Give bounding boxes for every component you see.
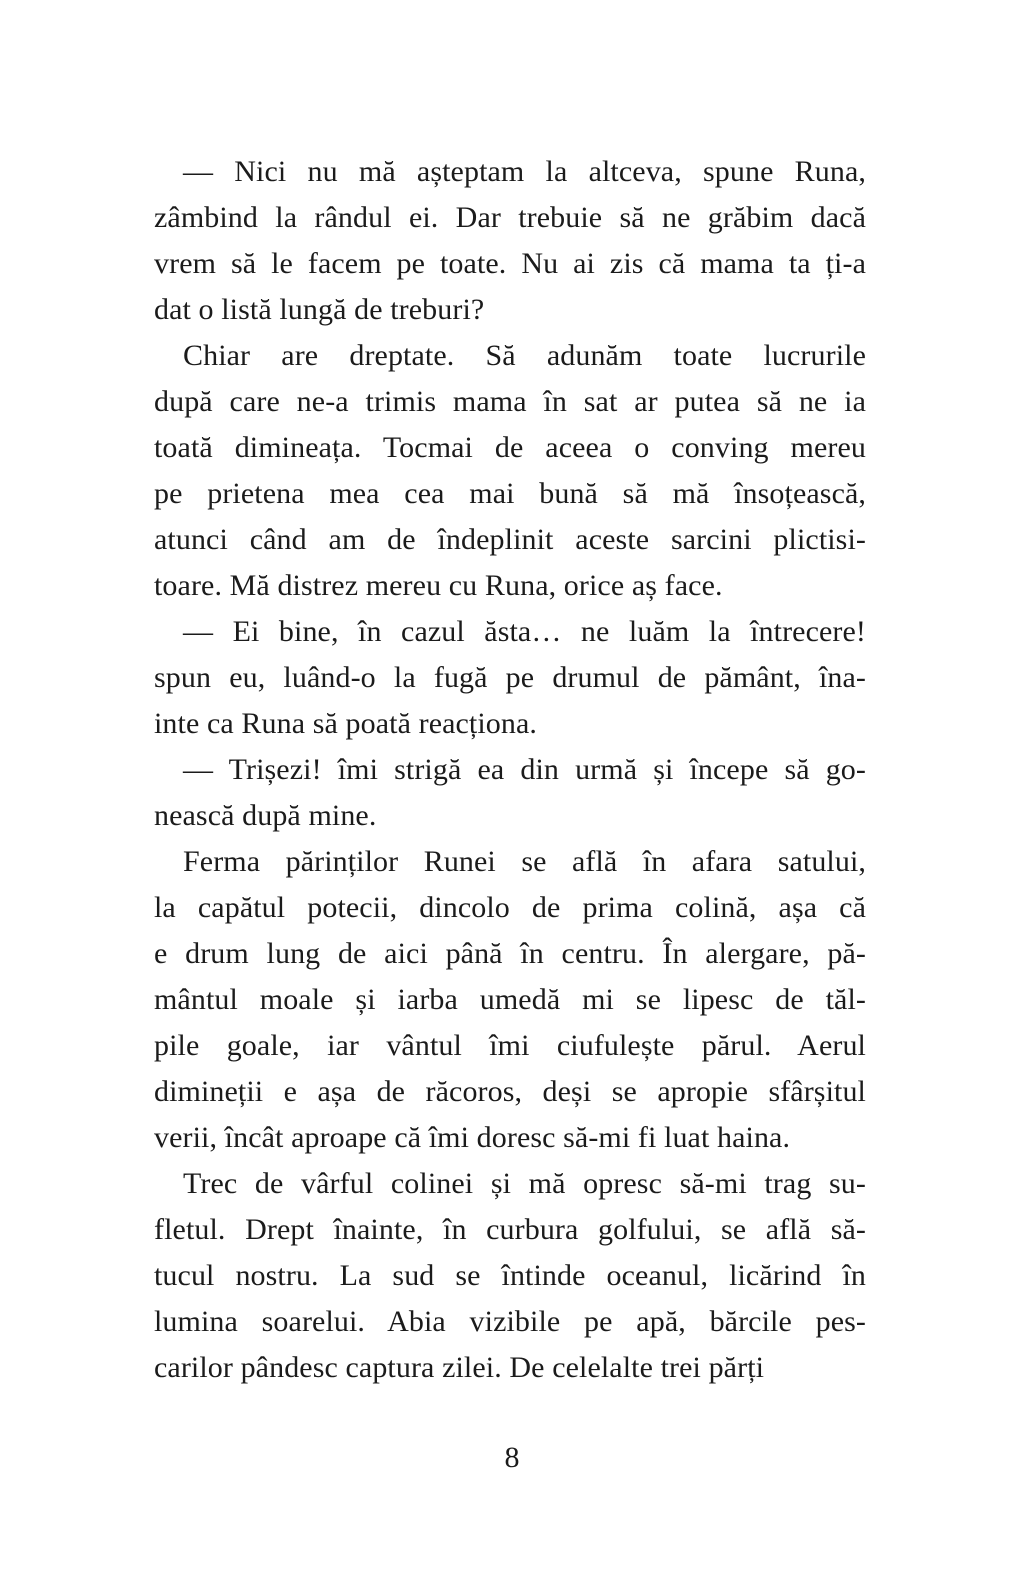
text-line: mântul moale și iarba umedă mi se lipesc de tăl-	[154, 983, 866, 1016]
text-line: vrem să le facem pe toate. Nu ai zis că mama ta ți-a	[154, 247, 866, 280]
text-line: verii, încât aproape că îmi doresc să-mi fi luat haina.	[154, 1121, 791, 1154]
paragraph	[154, 609, 866, 747]
text-line: lumina soarelui. Abia vizibile pe apă, bărcile pes-	[154, 1305, 866, 1338]
text-line: atunci când am de îndeplinit aceste sarcini plictisi-	[154, 523, 866, 556]
text-line: spun eu, luând-o la fugă pe drumul de pământ, îna-	[154, 661, 866, 694]
text-line: inte ca Runa să poată reacționa.	[154, 707, 538, 740]
text-line: carilor pândesc captura zilei. De celelalte trei părți	[154, 1351, 765, 1384]
paragraph	[154, 149, 866, 333]
text-line: — Trișezi! îmi strigă ea din urmă și începe să go-	[183, 753, 866, 786]
text-line: toare. Mă distrez mereu cu Runa, orice aș face.	[154, 569, 723, 602]
text-line: e drum lung de aici până în centru. În alergare, pă-	[154, 937, 866, 970]
text-line: la capătul potecii, dincolo de prima colină, așa că	[154, 891, 866, 924]
text-line: dimineții e așa de răcoros, deși se apropie sfârșitul	[154, 1075, 866, 1108]
text-line: zâmbind la rândul ei. Dar trebuie să ne grăbim dacă	[154, 201, 866, 234]
text-line: Ferma părinților Runei se află în afara satului,	[183, 845, 866, 878]
text-line: nească după mine.	[154, 799, 377, 832]
paragraph	[154, 333, 866, 609]
page-number: 8	[504, 1441, 520, 1474]
text-line: Trec de vârful colinei și mă opresc să-mi trag su-	[183, 1167, 866, 1200]
text-block	[154, 149, 866, 1391]
text-line: pe prietena mea cea mai bună să mă însoțească,	[154, 477, 866, 510]
text-line: Chiar are dreptate. Să adunăm toate lucrurile	[183, 339, 866, 372]
text-line: fletul. Drept înainte, în curbura golfului, se află să-	[154, 1213, 866, 1246]
paragraph	[154, 839, 866, 1161]
text-line: toată dimineața. Tocmai de aceea o conving mereu	[154, 431, 866, 464]
text-line: după care ne-a trimis mama în sat ar putea să ne ia	[154, 385, 866, 418]
paragraph	[154, 747, 866, 839]
text-line: pile goale, iar vântul îmi ciufulește părul. Aerul	[154, 1029, 866, 1062]
text-line: tucul nostru. La sud se întinde oceanul, licărind în	[154, 1259, 866, 1292]
text-line: — Nici nu mă așteptam la altceva, spune Runa,	[183, 155, 866, 188]
paragraph	[154, 1161, 866, 1391]
text-line: — Ei bine, în cazul ăsta… ne luăm la întrecere!	[183, 615, 866, 648]
text-line: dat o listă lungă de treburi?	[154, 293, 485, 326]
